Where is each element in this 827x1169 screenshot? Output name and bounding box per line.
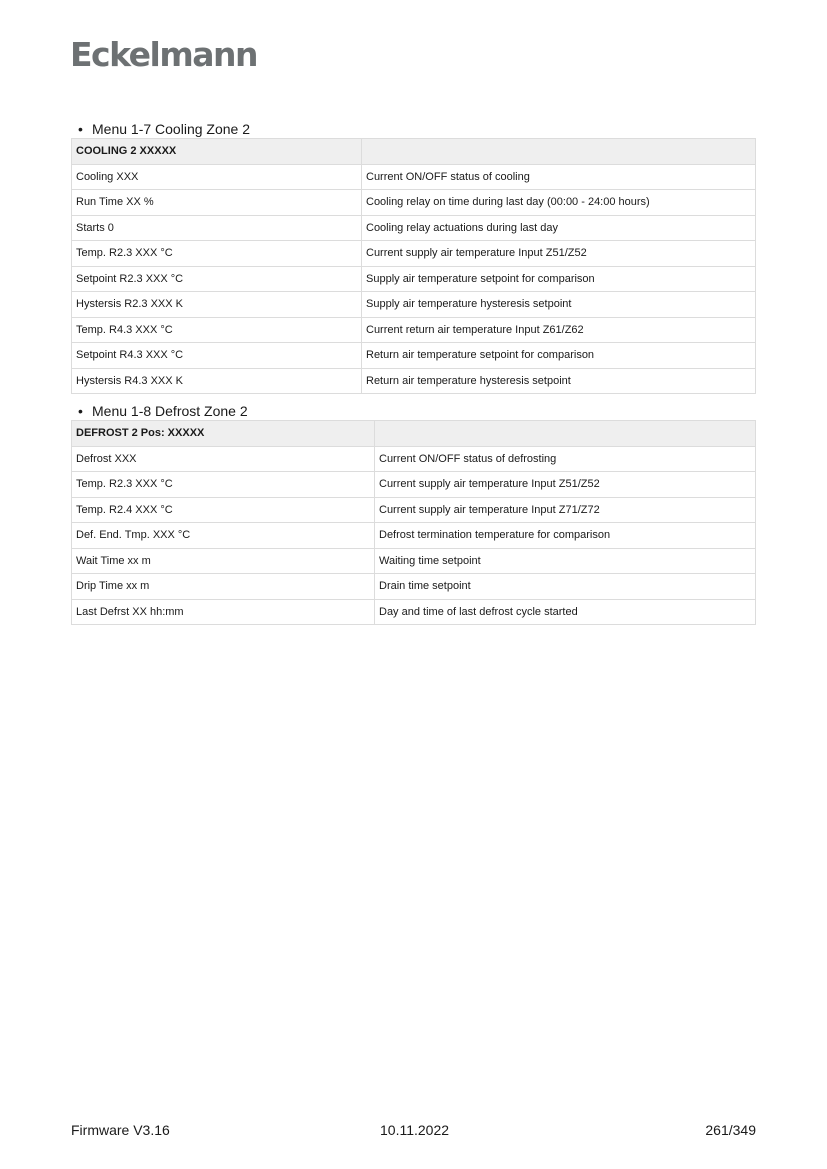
- table-header-cell: DEFROST 2 Pos: XXXXX: [72, 421, 375, 447]
- table-row: [72, 317, 756, 343]
- table-row: [72, 472, 756, 498]
- table-header-cell: COOLING 2 XXXXX: [72, 139, 362, 165]
- table-cell-desc: Day and time of last defrost cycle started: [375, 599, 756, 625]
- defrost-zone-2-table: [71, 420, 756, 625]
- table-cell-param: Defrost XXX: [72, 446, 375, 472]
- table-cell-desc: Current supply air temperature Input Z51/Z52: [375, 472, 756, 498]
- section-title-defrost-zone-2: [78, 402, 248, 420]
- footer-page-number: 261/349: [705, 1122, 756, 1138]
- table-cell-param: Run Time XX %: [72, 190, 362, 216]
- table-cell-desc: Current supply air temperature Input Z71/Z72: [375, 497, 756, 523]
- table-cell-desc: Return air temperature setpoint for comparison: [362, 343, 756, 369]
- table-cell-desc: Current ON/OFF status of cooling: [362, 164, 756, 190]
- table-row: [72, 164, 756, 190]
- table-cell-desc: Supply air temperature setpoint for comparison: [362, 266, 756, 292]
- table-cell-desc: Current return air temperature Input Z61/Z62: [362, 317, 756, 343]
- footer-firmware-version: Firmware V3.16: [71, 1122, 170, 1138]
- table-row: [72, 215, 756, 241]
- table-header-cell: [362, 139, 756, 165]
- table-row: [72, 292, 756, 318]
- table-cell-param: Temp. R2.4 XXX °C: [72, 497, 375, 523]
- table-cell-desc: Defrost termination temperature for comparison: [375, 523, 756, 549]
- table-cell-desc: Current supply air temperature Input Z51/Z52: [362, 241, 756, 267]
- table-cell-param: Hystersis R4.3 XXX K: [72, 368, 362, 394]
- table-cell-desc: Drain time setpoint: [375, 574, 756, 600]
- table-row: [72, 343, 756, 369]
- table-cell-param: Setpoint R2.3 XXX °C: [72, 266, 362, 292]
- table-row: [72, 266, 756, 292]
- cooling-zone-2-table: [71, 138, 756, 394]
- table-cell-param: Def. End. Tmp. XXX °C: [72, 523, 375, 549]
- bullet-icon: •: [78, 403, 83, 419]
- table-row: [72, 599, 756, 625]
- table-row: [72, 190, 756, 216]
- table-header-row: [72, 139, 756, 165]
- table-cell-param: Temp. R2.3 XXX °C: [72, 241, 362, 267]
- table-cell-param: Drip Time xx m: [72, 574, 375, 600]
- table-header-cell: [375, 421, 756, 447]
- table-cell-param: Starts 0: [72, 215, 362, 241]
- table-cell-param: Hystersis R2.3 XXX K: [72, 292, 362, 318]
- table-cell-desc: Waiting time setpoint: [375, 548, 756, 574]
- table-cell-desc: Cooling relay actuations during last day: [362, 215, 756, 241]
- table-cell-param: Last Defrst XX hh:mm: [72, 599, 375, 625]
- table-cell-desc: Supply air temperature hysteresis setpoint: [362, 292, 756, 318]
- section-title-cooling-zone-2: [78, 120, 250, 138]
- table-row: [72, 523, 756, 549]
- section-title-text: Menu 1-7 Cooling Zone 2: [92, 121, 250, 137]
- table-cell-param: Temp. R4.3 XXX °C: [72, 317, 362, 343]
- table-cell-desc: Cooling relay on time during last day (00:00 - 24:00 hours): [362, 190, 756, 216]
- table-header-row: [72, 421, 756, 447]
- table-cell-param: Temp. R2.3 XXX °C: [72, 472, 375, 498]
- table-cell-param: Wait Time xx m: [72, 548, 375, 574]
- table-row: [72, 446, 756, 472]
- table-cell-param: Cooling XXX: [72, 164, 362, 190]
- table-cell-param: Setpoint R4.3 XXX °C: [72, 343, 362, 369]
- bullet-icon: •: [78, 121, 83, 137]
- footer-date: 10.11.2022: [380, 1122, 450, 1138]
- table-row: [72, 368, 756, 394]
- table-cell-desc: Return air temperature hysteresis setpoint: [362, 368, 756, 394]
- table-row: [72, 574, 756, 600]
- section-title-text: Menu 1-8 Defrost Zone 2: [92, 403, 248, 419]
- table-row: [72, 497, 756, 523]
- table-cell-desc: Current ON/OFF status of defrosting: [375, 446, 756, 472]
- table-row: [72, 241, 756, 267]
- table-row: [72, 548, 756, 574]
- company-logo: Eckelmann: [70, 35, 257, 74]
